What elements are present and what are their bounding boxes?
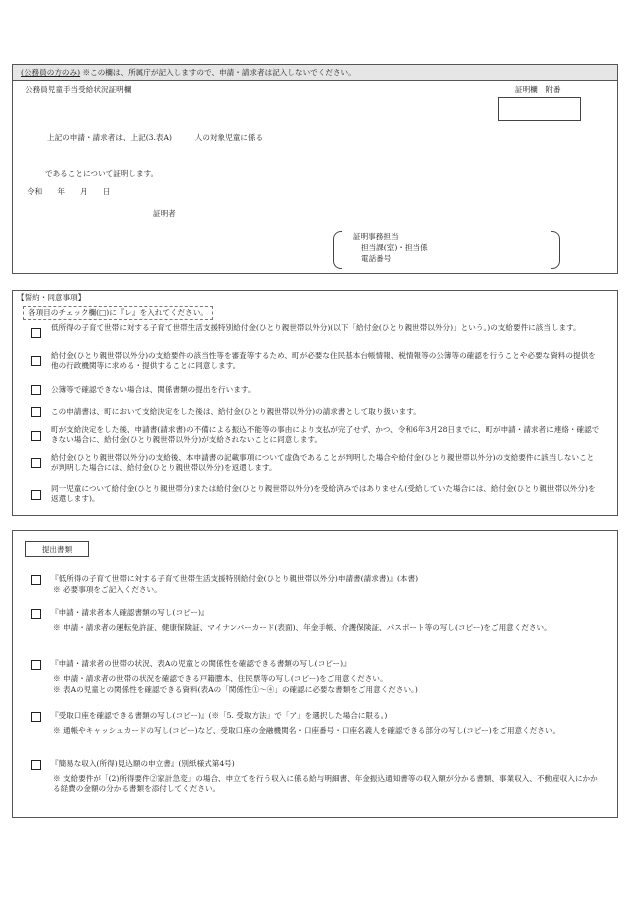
cert-number-box[interactable] [498,97,581,121]
pledge-checkbox-1[interactable] [31,328,41,338]
pledge-item-4: この申請書は、町において支給決定をした後は、給付金(ひとり親世帯以外分)の請求書として取り扱います。 [51,407,421,416]
official-use-note: ※この欄は、所属庁が記入しますので、申請・請求者は記入しないでください。 [82,68,356,77]
pledge-checkbox-4[interactable] [31,407,41,417]
pledge-checkbox-6[interactable] [31,458,41,468]
doc-item-3-note-1: ※ 申請・請求者の世帯の状況を確認できる戸籍謄本、住民票等の写し(コピー)をご用意ください。 [53,674,388,683]
official-use-tag: (公務員の方のみ) [21,68,81,77]
contact-bracket-left [333,231,342,269]
cert-line-2: であることについて証明します。 [45,169,159,178]
cert-number-label: 証明欄 附番 [515,85,561,94]
pledge-checkbox-2[interactable] [31,356,41,366]
contact-line-2: 担当課(室)・担当係 [361,243,428,252]
pledge-checkbox-5[interactable] [31,431,41,441]
doc-checkbox-4[interactable] [31,712,41,722]
doc-item-3: 『申請・請求者の世帯の状況、表Aの児童との関係性を確認できる書類の写し(コピー)』 [51,659,351,668]
pledge-item-1: 低所得の子育て世帯に対する子育て世帯生活支援特別給付金(ひとり親世帯以外分)(以下「給付金(ひとり親世帯以外分)」という。)の支給要件に該当します。 [51,323,581,332]
pledge-item-7: 同一児童について給付金(ひとり親世帯分)または給付金(ひとり親世帯以外分)を受給済みではありません(受給していた場合には、給付金(ひとり親世帯以外分)を返還します)。 [51,484,596,504]
doc-checkbox-1[interactable] [31,575,41,585]
doc-checkbox-2[interactable] [31,609,41,619]
doc-item-4-note: ※ 通帳やキャッシュカードの写し(コピー)など、受取口座の金融機関名・口座番号・口座名義人を確認できる部分の写し(コピー)をご用意ください。 [53,726,561,735]
pledge-item-3: 公簿等で確認できない場合は、関係書類の提出を行います。 [51,385,256,394]
official-use-section [12,64,618,274]
documents-title-box [25,541,89,557]
pledge-item-5: 町が支給決定をした後、申請書(請求書)の不備による振込不能等の事由により支払が完了せず、かつ、令和6年3月28日までに、町が申請・請求者に連絡・確認できない場合に、給付金(ひとり親世帯以外分)が支給されないことに同意します。 [51,425,600,445]
cert-line-1: 上記の申請・請求者は、上記(3.表A) 人の対象児童に係る [47,133,264,142]
pledge-item-6: 給付金(ひとり親世帯以外分)の支給後、本申請書の記載事項について虚偽であることが判明した場合や給付金(ひとり親世帯以外分)の支給要件に該当しないことが判明した場合には、給付金(ひとり親世帯以外分)を返還します。 [51,453,595,473]
contact-bracket-right [551,231,560,269]
doc-checkbox-5[interactable] [31,760,41,770]
contact-line-3: 電話番号 [361,254,392,263]
certifier-label: 証明者 [153,209,176,218]
contact-line-1: 証明事務担当 [353,232,399,241]
official-use-header [13,65,617,81]
pledge-item-2: 給付金(ひとり親世帯以外分)の支給要件の該当性等を審査等するため、町が必要な住民基本台帳情報、税情報等の公簿等の確認を行うことや必要な資料の提供を他の行政機関等に求める・提供することに同意します。 [51,351,596,371]
cert-date-line: 令和 年 月 日 [27,187,111,196]
pledge-checkbox-7[interactable] [31,490,41,500]
official-section-title: 公務員児童手当受給状況証明欄 [25,85,132,94]
doc-item-2: 『申請・請求者本人確認書類の写し(コピー)』 [51,608,209,617]
doc-item-4: 『受取口座を確認できる書類の写し(コピー)』(※「5. 受取方法」で「ア」を選択した場合に限る。) [51,711,388,720]
doc-checkbox-3[interactable] [31,660,41,670]
doc-item-5-note: ※ 支給要件が「(2)所得要件②家計急変」の場合、申立てを行う収入に係る給与明細書、年金振込通知書等の収入額が分かる書類、事業収入、不動産収入にかかる経費の金額の分かる書類を添付してください。 [53,774,598,794]
documents-title: 提出書類 [41,545,73,554]
doc-item-1: 『低所得の子育て世帯に対する子育て世帯生活支援特別給付金(ひとり親世帯以外分)申請書(請求書)』(本書) [51,574,419,583]
pledge-checkbox-3[interactable] [31,385,41,395]
doc-item-2-note: ※ 申請・請求者の運転免許証、健康保険証、マイナンバーカード(表面)、年金手帳、介護保険証、パスポート等の写し(コピー)をご用意ください。 [53,623,552,632]
doc-item-3-note-2: ※ 表Aの児童との関係性を確認できる資料(表Aの「関係性①〜④」の確認に必要な書類をご用意ください。) [53,685,418,694]
pledge-section [12,290,618,516]
documents-section [12,530,618,818]
pledge-title: 【誓約・同意事項】 [17,293,86,302]
doc-item-5: 『簡易な収入(所得)見込額の申立書』(別紙様式第4号) [51,759,235,768]
pledge-instruction: 各項目のチェック欄(□)に『レ』を入れてください。 [23,306,213,320]
doc-item-1-note: ※ 必要事項をご記入ください。 [53,585,162,594]
